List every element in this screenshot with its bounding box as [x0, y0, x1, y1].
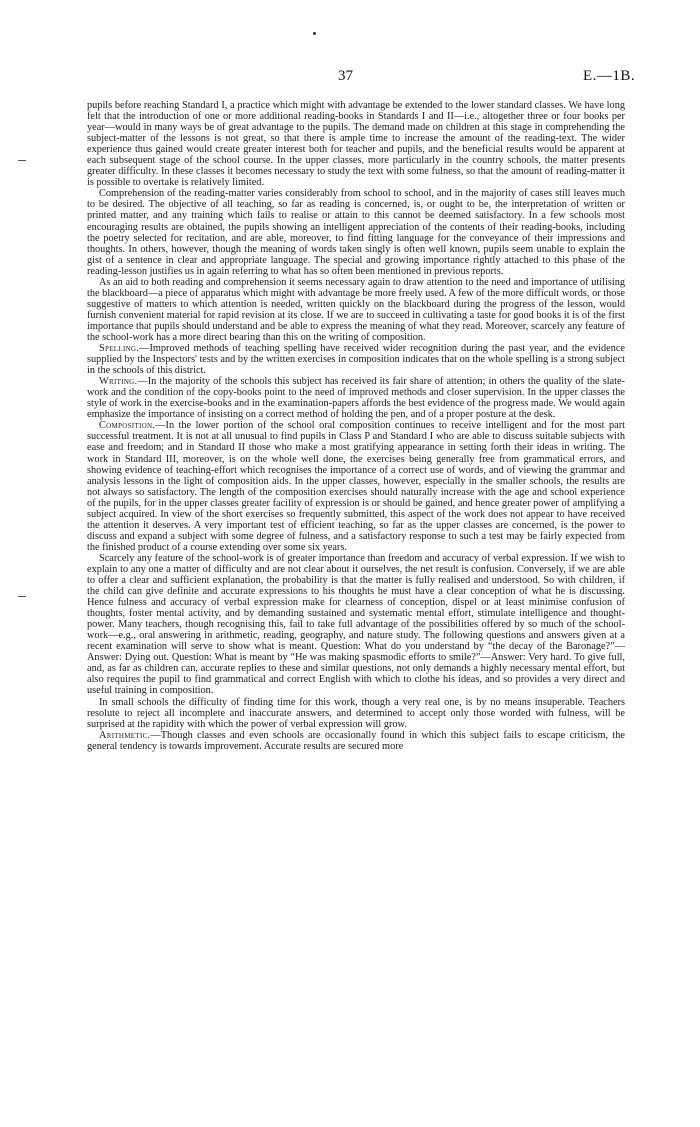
paragraph: Comprehension of the reading-matter varies considerably from school to school, and in the majority of cases still leaves much to be desired. The objective of all teaching, so far as reading is concerned, is, or ought to be, the interpretation of written or printed matter, and any training which fails to realise or attain to this cannot be deemed satisfactory. In a few schools most encouraging results are obtained, the pupils showing an intelligent appreciation of the contents of their reading-books, including the poetry selected for recitation, and are able, moreover, to find fitting language for the conveyance of their impressions and thoughts. In others, however, though the meaning of words taken singly is often well known, pupils seem unable to explain the gist of a sentence in clear and appropriate language. The special and growing importance rightly attached to this phase of the reading-lesson justifies us in again referring to what has so often been mentioned in previous reports. — [87, 188, 625, 277]
paragraph: Scarcely any feature of the school-work is of greater importance than freedom and accuracy of verbal expression. If we wish to explain to any one a matter of difficulty and are not clear about it ourselves, the net result is confusion. Conversely, if we are able to offer a clear and sufficient explanation, the probability is that the matter is fully realised and understood. So with children, if the child can give definite and accurate expressions to his thoughts he must have a clear conception of what he is discussing. Hence fulness and accuracy of verbal expression make for clearness of conception, dispel or at least minimise confusion of thoughts, foster mental activity, and by demanding sustained and systematic mental effort, stimulate intelligence and thought-power. Many teachers, though recognising this, fail to take full advantage of the possibilities offered by so much of the school-work—e.g., oral answering in arithmetic, reading, geography, and nature study. The following questions and answers given at a recent examination will serve to show what is meant. Question: What do you understand by “the decay of the Baronage?”—Answer: Dying out. Question: What is meant by “He was making spasmodic efforts to smile?”—Answer: Very hard. To give full, and, as far as children can, accurate replies to these and similar questions, not only demands a highly necessary mental effort, but also requires the pupil to find grammatical and correct English with which to clothe his ideas, and so provides a very direct and useful training in composition. — [87, 552, 625, 697]
page-number: 37 — [338, 68, 353, 84]
paragraph-writing: Writing.—In the majority of the schools this subject has received its fair share of attention; in others the quality of the slate-work and the condition of the copy-books point to the need of improved methods and closer supervision. In the upper classes the style of work in the exercise-books and in the examination-papers affords the best evidence of the progress made. We would again emphasize the importance of insisting on a correct method of holding the pen, and of a proper posture at the desk. — [87, 376, 625, 421]
paragraph: pupils before reaching Standard I, a practice which might with advantage be extended to the lower standard classes. We have long felt that the introduction of one or more additional reading-books in Standards I and II—i.e., altogether three or four books per year—would in many ways be of great advantage to the pupils. The demand made on children at this stage in comprehending the subject-matter of the lessons is not great, so that there is ample time to increase the amount of the reading-text. The wider experience thus gained would create greater interest both for teacher and pupils, and the beneficial results would be apparent at each subsequent stage of the school course. In the upper classes, more particularly in the country schools, the matter presents greater difficulty. In these classes it becomes necessary to study the text with some fulness, so that the amount of reading-matter it is possible to overtake is relatively limited. — [87, 100, 625, 189]
body-text — [87, 100, 625, 752]
section-heading: Arithmetic. — [99, 729, 151, 741]
paragraph-spelling: Spelling.—Improved methods of teaching spelling have received wider recognition during the past year, and the evidence supplied by the Inspectors' tests and by the written exercises in composition indicates that on the whole spelling is a strong subject in the schools of this district. — [87, 343, 625, 377]
document-code: E.—1B. — [583, 68, 636, 84]
margin-mark — [18, 596, 26, 597]
paragraph: In small schools the difficulty of finding time for this work, though a very real one, is by no means insuperable. Teachers resolute to reject all incomplete and inaccurate answers, and determined to accept only those worded with fulness, will be surprised at the rapidity with which the power of verbal expression will grow. — [87, 696, 625, 730]
page-header — [0, 68, 700, 88]
paragraph-composition: Composition.—In the lower portion of the school oral composition continues to receive intelligent and for the most part successful treatment. It is not at all unusual to find pupils in Class P and Standard I who are able to discuss suitable subjects with ease and freedom; and in Standard II those who make a most gratifying appearance in setting forth their ideas in writing. The work in Standard III, moreover, is on the whole well done, the exercises being generally free from grammatical errors, and showing evidence of teaching-effort which recognises the importance of a correct use of words, and of viewing the grammar and analysis lessons in the light of composition aids. In the upper classes, however, especially in the smaller schools, the results are not always so satisfactory. The length of the composition exercises should naturally increase with the age and school experience of the pupils, for in the upper classes greater facility of expression is or should be gained, and hence greater power of amplifying a subject acquired. In view of the short exercises so frequently submitted, this aspect of the work does not appear to have received the attention it deserves. A very important test of efficient teaching, so far as the upper classes are concerned, is the power to discuss and expand a subject with some degree of fulness, and a satisfactory response to such a test may be fairly expected from the finished product of a course extending over some six years. — [87, 420, 625, 553]
margin-mark — [18, 160, 26, 161]
print-speck — [313, 32, 316, 35]
section-heading: Composition. — [99, 420, 156, 432]
section-heading: Writing. — [99, 376, 138, 388]
paragraph: As an aid to both reading and comprehension it seems necessary again to draw attention to the need and importance of utilising the blackboard—a piece of apparatus which might with advantage be more freely used. A few of the more difficult words, or those suggestive of matters to which attention is needed, written quickly on the blackboard during the progress of the lesson, would furnish convenient material for rapid revision at its close. If we are to succeed in cultivating a taste for good books it is of the first importance that pupils should understand and be able to express the meaning of what they read. Moreover, scarcely any feature of the school-work has a more direct bearing than this on the writing of composition. — [87, 276, 625, 343]
section-heading: Spelling. — [99, 343, 140, 355]
paragraph-arithmetic: Arithmetic.—Though classes and even schools are occasionally found in which this subject fails to escape criticism, the general tendency is towards improvement. Accurate results are secured more — [87, 729, 625, 752]
